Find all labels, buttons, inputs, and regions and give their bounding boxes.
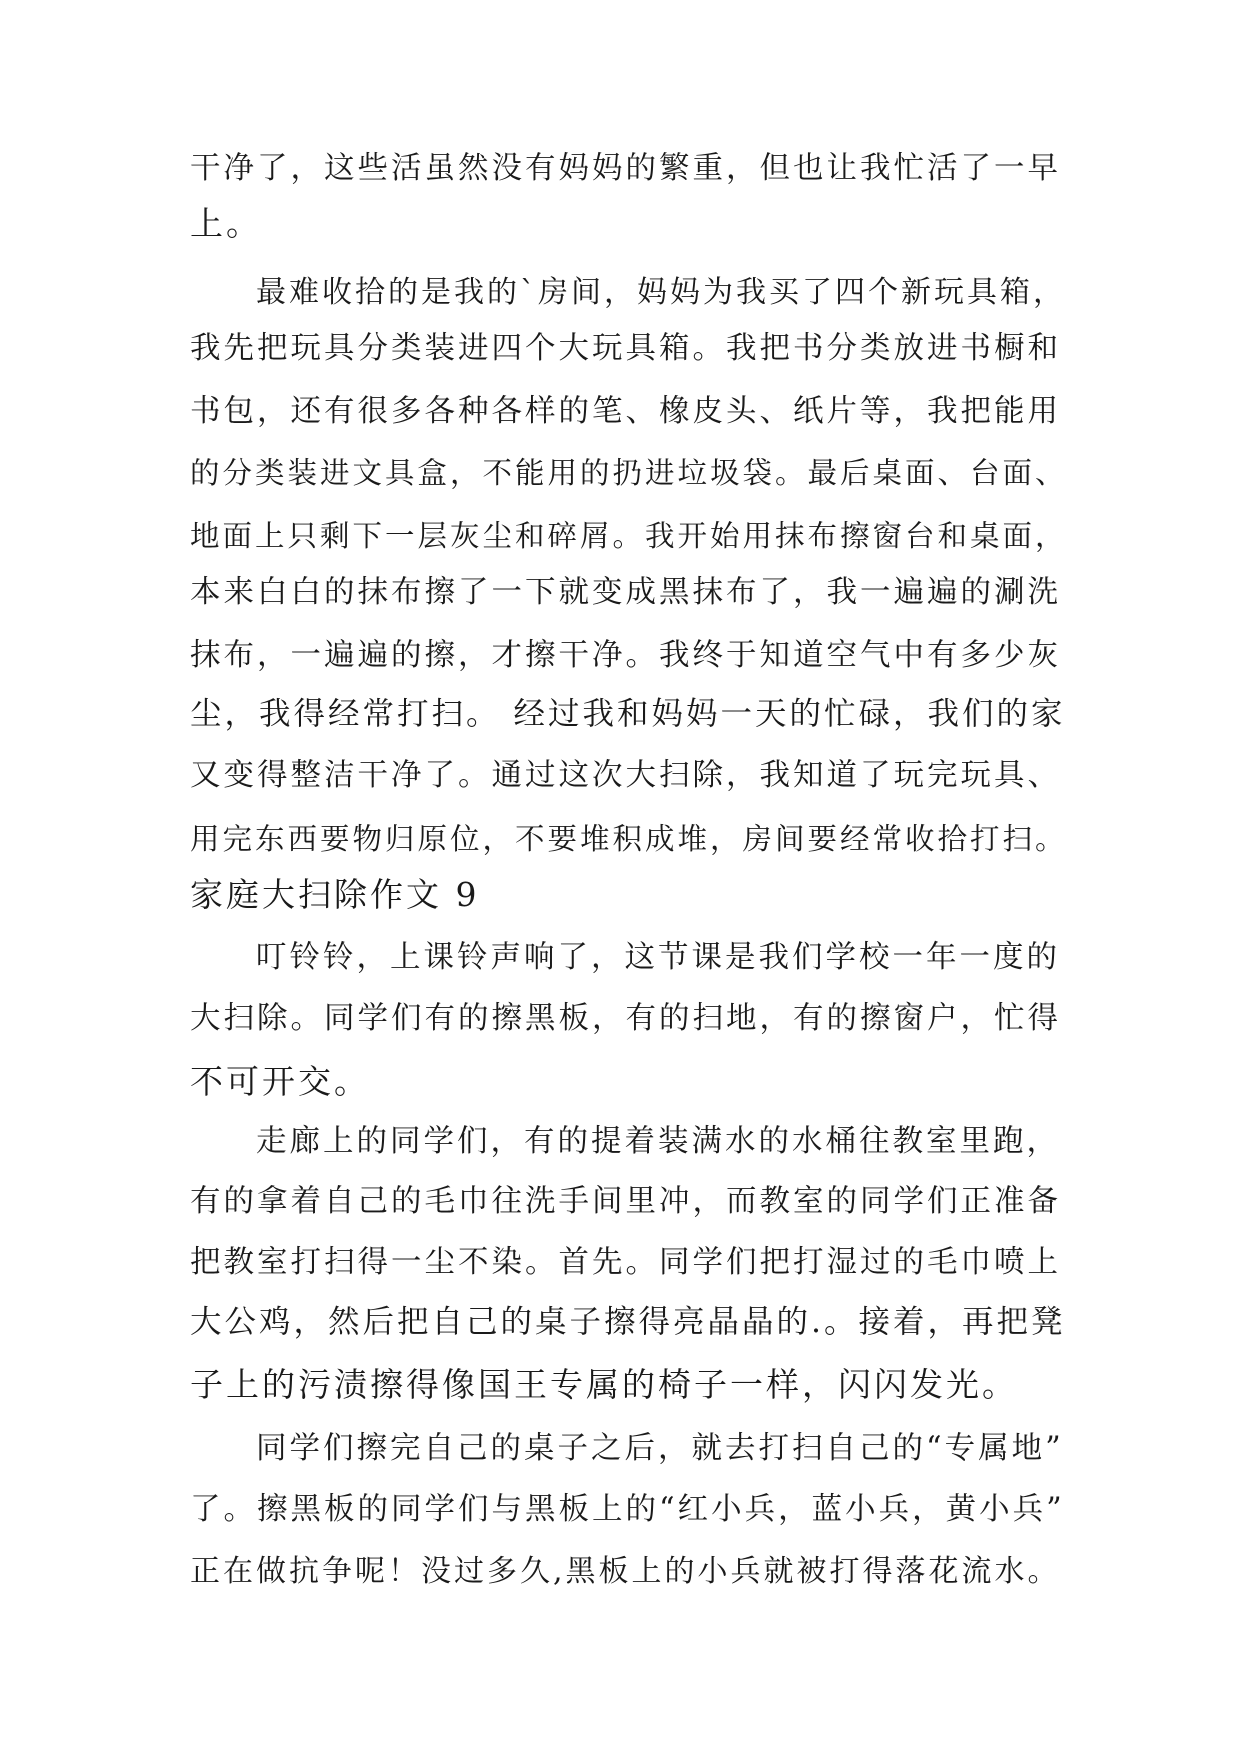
text-line: 了。擦黑板的同学们与黑板上的“红小兵，蓝小兵，黄小兵” [190, 1492, 1065, 1527]
text-line: 正在做抗争呢！没过多久,黑板上的小兵就被打得落花流水。 [190, 1554, 1061, 1589]
section-heading: 家庭大扫除作文 9 [190, 875, 480, 914]
text-line: 我先把玩具分类装进四个大玩具箱。我把书分类放进书橱和 [190, 331, 1061, 366]
text-line: 把教室打扫得一尘不染。首先。同学们把打湿过的毛巾喷上 [190, 1245, 1061, 1280]
text-line: 尘，我得经常打扫。 经过我和妈妈一天的忙碌，我们的家 [190, 696, 1066, 732]
text-line: 书包，还有很多各种各样的笔、橡皮头、纸片等，我把能用 [190, 394, 1061, 429]
text-line: 抹布，一遍遍的擦，才擦干净。我终于知道空气中有多少灰 [190, 638, 1061, 673]
text-line: 走廊上的同学们，有的提着装满水的水桶往教室里跑， [256, 1124, 1060, 1159]
text-line: 上。 [190, 204, 262, 243]
text-line: 不可开交。 [190, 1062, 370, 1101]
text-line: 的分类装进文具盒，不能用的扔进垃圾袋。最后桌面、台面、 [190, 456, 1068, 490]
text-line: 本来白白的抹布擦了一下就变成黑抹布了，我一遍遍的涮洗 [190, 575, 1061, 610]
text-line: 最难收拾的是我的`房间，妈妈为我买了四个新玩具箱， [256, 275, 1066, 310]
text-line: 叮铃铃，上课铃声响了，这节课是我们学校一年一度的 [256, 940, 1060, 975]
text-line: 有的拿着自己的毛巾往洗手间里冲，而教室的同学们正准备 [190, 1184, 1061, 1219]
text-line: 地面上只剩下一层灰尘和碎屑。我开始用抹布擦窗台和桌面， [190, 519, 1068, 553]
text-line: 大扫除。同学们有的擦黑板，有的扫地，有的擦窗户，忙得 [190, 1001, 1061, 1036]
text-line: 子上的污渍擦得像国王专属的椅子一样，闪闪发光。 [190, 1365, 1018, 1404]
text-line: 用完东西要物归原位，不要堆积成堆，房间要经常收拾打扫。 [190, 822, 1068, 856]
text-line: 干净了，这些活虽然没有妈妈的繁重，但也让我忙活了一早 [190, 151, 1061, 186]
text-line: 同学们擦完自己的桌子之后，就去打扫自己的“专属地” [256, 1431, 1064, 1466]
text-line: 大公鸡，然后把自己的桌子擦得亮晶晶的.。接着，再把凳 [190, 1304, 1066, 1340]
text-line: 又变得整洁干净了。通过这次大扫除，我知道了玩完玩具、 [190, 758, 1061, 793]
